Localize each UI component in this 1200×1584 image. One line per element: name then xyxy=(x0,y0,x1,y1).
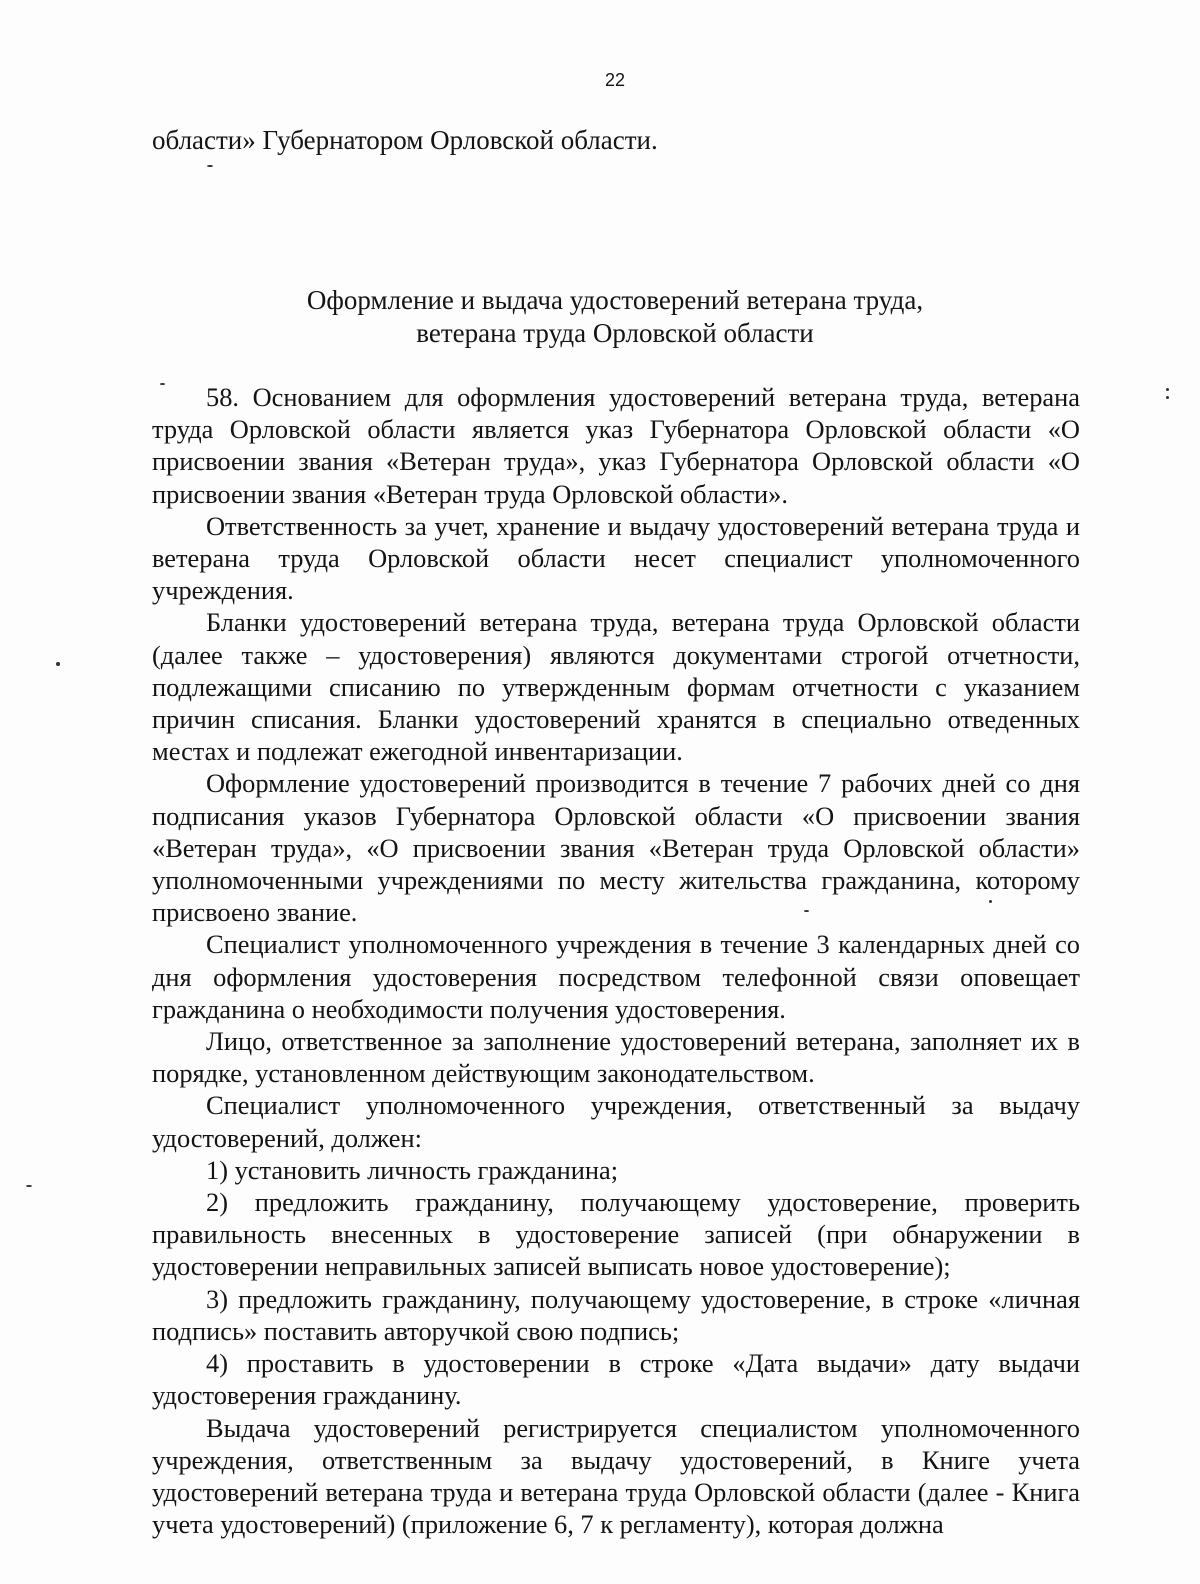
paragraph: Ответственность за учет, хранение и выдачу удостоверений ветерана труда и ветерана труда Орловской области несет специалист уполномоченного учреждения. xyxy=(152,510,1080,606)
scan-speck xyxy=(160,383,165,385)
paragraph: Специалист уполномоченного учреждения в течение 3 календарных дней со дня оформления удостоверения посредством телефонной связи оповещает гражданина о необходимости получения удостоверения. xyxy=(152,929,1080,1024)
scan-speck xyxy=(1166,388,1169,391)
scan-speck xyxy=(207,165,213,167)
list-item-1: 1) установить личность гражданина; xyxy=(206,1154,619,1185)
paragraph-58: 58. Основанием для оформления удостоверений ветерана труда, ветерана труда Орловской области является указ Губернатора Орловской области «О присвоении звания «Ветеран труда», указ Губернатора Орловской области «О присвоении звания «Ветеран труда Орловской области». xyxy=(152,382,1080,509)
scan-speck xyxy=(989,900,992,903)
list-item-4: 4) проставить в удостоверении в строке «Дата выдачи» дату выдачи удостоверения гражданину. xyxy=(152,1348,1080,1411)
list-item-2: 2) предложить гражданину, получающему удостоверение, проверить правильность внесенных в удостоверение записей (при обнаружении в удостоверении неправильных записей выписать новое удостоверение); xyxy=(152,1187,1080,1282)
scan-speck xyxy=(56,662,60,666)
list-item-3: 3) предложить гражданину, получающему удостоверение, в строке «личная подпись» поставить авторучкой свою подпись; xyxy=(152,1283,1080,1346)
paragraph: Оформление удостоверений производится в течение 7 рабочих дней со дня подписания указов Губернатора Орловской области «О присвоении звания «Ветеран труда», «О присвоении звания «Ветеран труда Орловской области» уполномоченными учреждениями по месту жительства гражданина, которому присвоено звание. xyxy=(152,768,1080,928)
paragraph: Специалист уполномоченного учреждения, ответственный за выдачу удостоверений, должен: xyxy=(152,1090,1080,1153)
paragraph: Лицо, ответственное за заполнение удостоверений ветерана, заполняет их в порядке, установленном действующим законодательством. xyxy=(152,1026,1080,1089)
paragraph: Выдача удостоверений регистрируется специалистом уполномоченного учреждения, ответственным за выдачу удостоверений, в Книге учета удостоверений ветерана труда и ветерана труда Орловской области (далее - Книга учета удостоверений) (приложение 6, 7 к регламенту), которая должна xyxy=(152,1412,1080,1540)
paragraph: Бланки удостоверений ветерана труда, ветерана труда Орловской области (далее также – удостоверения) являются документами строгой отчетности, подлежащими списанию по утвержденным формам отчетности с указанием причин списания. Бланки удостоверений хранятся в специально отведенных местах и подлежат ежегодной инвентаризации. xyxy=(152,607,1080,767)
section-heading-line-1: Оформление и выдача удостоверений ветерана труда, xyxy=(306,285,924,315)
scan-speck xyxy=(1166,396,1169,399)
section-heading xyxy=(130,284,1100,350)
continuation-text: области» Губернатором Орловской области. xyxy=(152,125,658,155)
scan-speck xyxy=(26,1185,32,1187)
page-number: 22 xyxy=(604,70,626,90)
section-heading-line-2: ветерана труда Орловской области xyxy=(416,318,814,348)
document-body xyxy=(152,381,1080,1540)
scan-speck xyxy=(804,910,809,912)
